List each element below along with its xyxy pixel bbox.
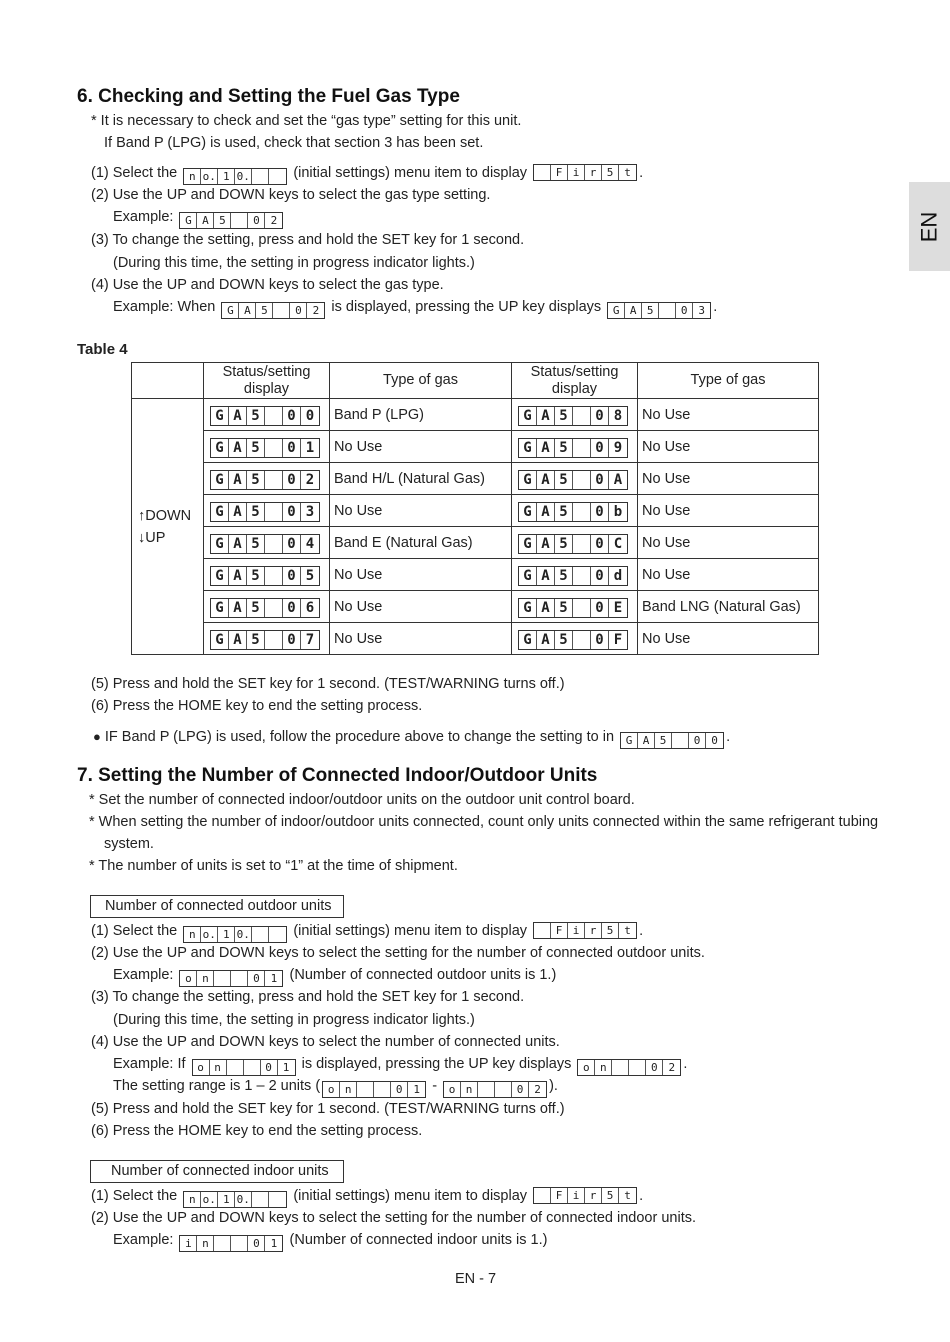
table-cell-gas: No Use — [638, 559, 819, 591]
table-cell-gas: Band E (Natural Gas) — [330, 527, 512, 559]
indoor-units-box: Number of connected indoor units — [90, 1160, 344, 1183]
table-cell-display: G A 5 0 1 — [204, 431, 330, 463]
o-range-dash: - — [432, 1078, 438, 1094]
table-corner — [132, 363, 204, 399]
table-cell-display: G A 5 0 d — [512, 559, 638, 591]
s6-bullet — [93, 729, 730, 749]
table-cell-display: G A 5 0 F — [512, 623, 638, 655]
s6-step3-sub: (During this time, the setting in progress indicator lights.) — [113, 255, 475, 271]
o-step4-mid: is displayed, pressing the UP key displays — [301, 1056, 572, 1072]
i-step2-suffix: (Number of connected indoor units is 1.) — [289, 1232, 548, 1248]
o-step2: (2) Use the UP and DOWN keys to select the setting for the number of connected outdoor units. — [91, 945, 705, 961]
table-cell-display: G A 5 0 8 — [512, 399, 638, 431]
table-cell-display: G A 5 0 A — [512, 463, 638, 495]
page-footer: EN - 7 — [455, 1271, 497, 1287]
outdoor-units-box: Number of connected outdoor units — [90, 895, 344, 918]
table-cell-display: G A 5 0 5 — [204, 559, 330, 591]
s6-step1 — [91, 164, 643, 185]
bullet-icon: ● — [93, 729, 101, 744]
table-cell-display: G A 5 0 9 — [512, 431, 638, 463]
o-step1-prefix: (1) Select the — [91, 923, 178, 939]
i-step2-prefix: Example: — [113, 1232, 174, 1248]
section7-title: 7. Setting the Number of Connected Indoor/Outdoor Units — [77, 765, 598, 786]
up-label: ↓UP — [138, 529, 166, 546]
table-header-row — [132, 363, 819, 399]
table-title: Table 4 — [77, 341, 128, 358]
lcd-on-01c: o n 0 1 — [322, 1081, 426, 1098]
table-row — [132, 495, 819, 527]
table-cell-gas: No Use — [638, 495, 819, 527]
s6-step1-end: . — [639, 165, 644, 181]
table-row — [132, 527, 819, 559]
table-cell-gas: No Use — [330, 591, 512, 623]
table-cell-gas: Band LNG (Natural Gas) — [638, 591, 819, 623]
lcd-menu-display: n o. 1 0. — [183, 1191, 287, 1208]
s6-step3: (3) To change the setting, press and hold the SET key for 1 second. — [91, 232, 525, 248]
lcd-gas-02b: G A 5 0 2 — [221, 302, 325, 319]
s7-note2b: system. — [104, 836, 154, 852]
o-step4-example — [113, 1056, 687, 1076]
s7-note2: * When setting the number of indoor/outdoor units connected, count only units connected within the same refrigerant tubing — [89, 814, 879, 830]
s6-step2-example-label: Example: — [113, 209, 174, 225]
table-cell-display: G A 5 0 E — [512, 591, 638, 623]
table-cell-display: G A 5 0 3 — [204, 495, 330, 527]
s6-step4-mid: is displayed, pressing the UP key displays — [331, 299, 602, 315]
table-cell-gas: No Use — [330, 431, 512, 463]
table-cell-display: G A 5 0 0 — [204, 399, 330, 431]
table-cell-display: G A 5 0 7 — [204, 623, 330, 655]
o-step2-suffix: (Number of connected outdoor units is 1.) — [289, 967, 557, 983]
direction-cell — [132, 399, 204, 655]
o-step2-example — [113, 967, 556, 987]
table-row — [132, 559, 819, 591]
lcd-gas-00: G A 5 0 0 — [620, 732, 724, 749]
s7-note3: * The number of units is set to “1” at the time of shipment. — [89, 858, 458, 874]
lcd-menu-display: n o. 1 0. — [183, 926, 287, 943]
table-cell-gas: No Use — [638, 623, 819, 655]
lcd-first-display: F i r 5 t — [533, 164, 637, 181]
o-step4-end: . — [683, 1056, 688, 1072]
lcd-in-01: i n 0 1 — [179, 1235, 283, 1252]
o-step2-prefix: Example: — [113, 967, 174, 983]
o-step3-sub: (During this time, the setting in progress indicator lights.) — [113, 1012, 475, 1028]
s6-bullet-text: IF Band P (LPG) is used, follow the procedure above to change the setting to in — [104, 729, 615, 745]
table-cell-gas: No Use — [330, 623, 512, 655]
lcd-gas-03: G A 5 0 3 — [607, 302, 711, 319]
table-cell-display: G A 5 0 b — [512, 495, 638, 527]
o-step3: (3) To change the setting, press and hold the SET key for 1 second. — [91, 989, 525, 1005]
o-step4: (4) Use the UP and DOWN keys to select the number of connected units. — [91, 1034, 560, 1050]
table-cell-gas: No Use — [330, 495, 512, 527]
o-range-prefix: The setting range is 1 – 2 units ( — [113, 1078, 321, 1094]
s6-bullet-end: . — [726, 729, 731, 745]
o-step4-prefix: Example: If — [113, 1056, 186, 1072]
table-cell-gas: Band P (LPG) — [330, 399, 512, 431]
table-header: Status/setting display — [512, 363, 638, 399]
s6-note2: If Band P (LPG) is used, check that section 3 has been set. — [104, 135, 484, 151]
s6-step4-prefix: Example: When — [113, 299, 216, 315]
i-step1-prefix: (1) Select the — [91, 1188, 178, 1204]
s6-step4-end: . — [713, 299, 718, 315]
lcd-on-01: o n 0 1 — [179, 970, 283, 987]
table-row — [132, 623, 819, 655]
lcd-on-02: o n 0 2 — [577, 1059, 681, 1076]
table-header: Status/setting display — [204, 363, 330, 399]
table-cell-gas: No Use — [330, 559, 512, 591]
table-header: Type of gas — [330, 363, 512, 399]
lcd-gas-02: G A 5 0 2 — [179, 212, 283, 229]
lcd-on-01b: o n 0 1 — [192, 1059, 296, 1076]
s6-step2-example — [113, 209, 285, 229]
language-tab-label: EN — [916, 211, 942, 242]
s6-step4: (4) Use the UP and DOWN keys to select the gas type. — [91, 277, 444, 293]
s6-step6: (6) Press the HOME key to end the setting process. — [91, 698, 423, 714]
i-step2-example — [113, 1232, 547, 1252]
lcd-first-display: F i r 5 t — [533, 1187, 637, 1204]
o-step1 — [91, 922, 643, 943]
s6-step5: (5) Press and hold the SET key for 1 second. (TEST/WARNING turns off.) — [91, 676, 565, 692]
lcd-first-display: F i r 5 t — [533, 922, 637, 939]
table-row — [132, 399, 819, 431]
lcd-menu-display: n o. 1 0. — [183, 168, 287, 185]
o-range-end: ). — [549, 1078, 558, 1094]
o-step1-end: . — [639, 923, 644, 939]
o-range — [113, 1078, 558, 1098]
table-cell-gas: No Use — [638, 527, 819, 559]
table-cell-gas: No Use — [638, 399, 819, 431]
o-step6: (6) Press the HOME key to end the setting process. — [91, 1123, 423, 1139]
s6-step1-mid: (initial settings) menu item to display — [293, 165, 528, 181]
table-row — [132, 431, 819, 463]
table-cell-display: G A 5 0 4 — [204, 527, 330, 559]
s7-note1: * Set the number of connected indoor/outdoor units on the outdoor unit control board. — [89, 792, 635, 808]
o-step5: (5) Press and hold the SET key for 1 second. (TEST/WARNING turns off.) — [91, 1101, 565, 1117]
s6-note1: * It is necessary to check and set the “gas type” setting for this unit. — [91, 113, 522, 129]
down-label: ↑DOWN — [138, 507, 192, 524]
s6-step4-example — [113, 299, 717, 319]
i-step1 — [91, 1187, 643, 1208]
section6-title: 6. Checking and Setting the Fuel Gas Type — [77, 86, 460, 107]
table-row — [132, 591, 819, 623]
table-cell-gas: No Use — [638, 431, 819, 463]
table-cell-display: G A 5 0 C — [512, 527, 638, 559]
table-header: Type of gas — [638, 363, 819, 399]
table-cell-gas: No Use — [638, 463, 819, 495]
i-step1-end: . — [639, 1188, 644, 1204]
table-row — [132, 463, 819, 495]
s6-step1-prefix: (1) Select the — [91, 165, 178, 181]
i-step2: (2) Use the UP and DOWN keys to select the setting for the number of connected indoor units. — [91, 1210, 697, 1226]
o-step1-mid: (initial settings) menu item to display — [293, 923, 528, 939]
language-tab — [909, 182, 950, 271]
table-cell-display: G A 5 0 6 — [204, 591, 330, 623]
table-cell-gas: Band H/L (Natural Gas) — [330, 463, 512, 495]
s6-step2: (2) Use the UP and DOWN keys to select the gas type setting. — [91, 187, 491, 203]
i-step1-mid: (initial settings) menu item to display — [293, 1188, 528, 1204]
gas-type-table — [131, 362, 819, 655]
table-cell-display: G A 5 0 2 — [204, 463, 330, 495]
lcd-on-02b: o n 0 2 — [443, 1081, 547, 1098]
